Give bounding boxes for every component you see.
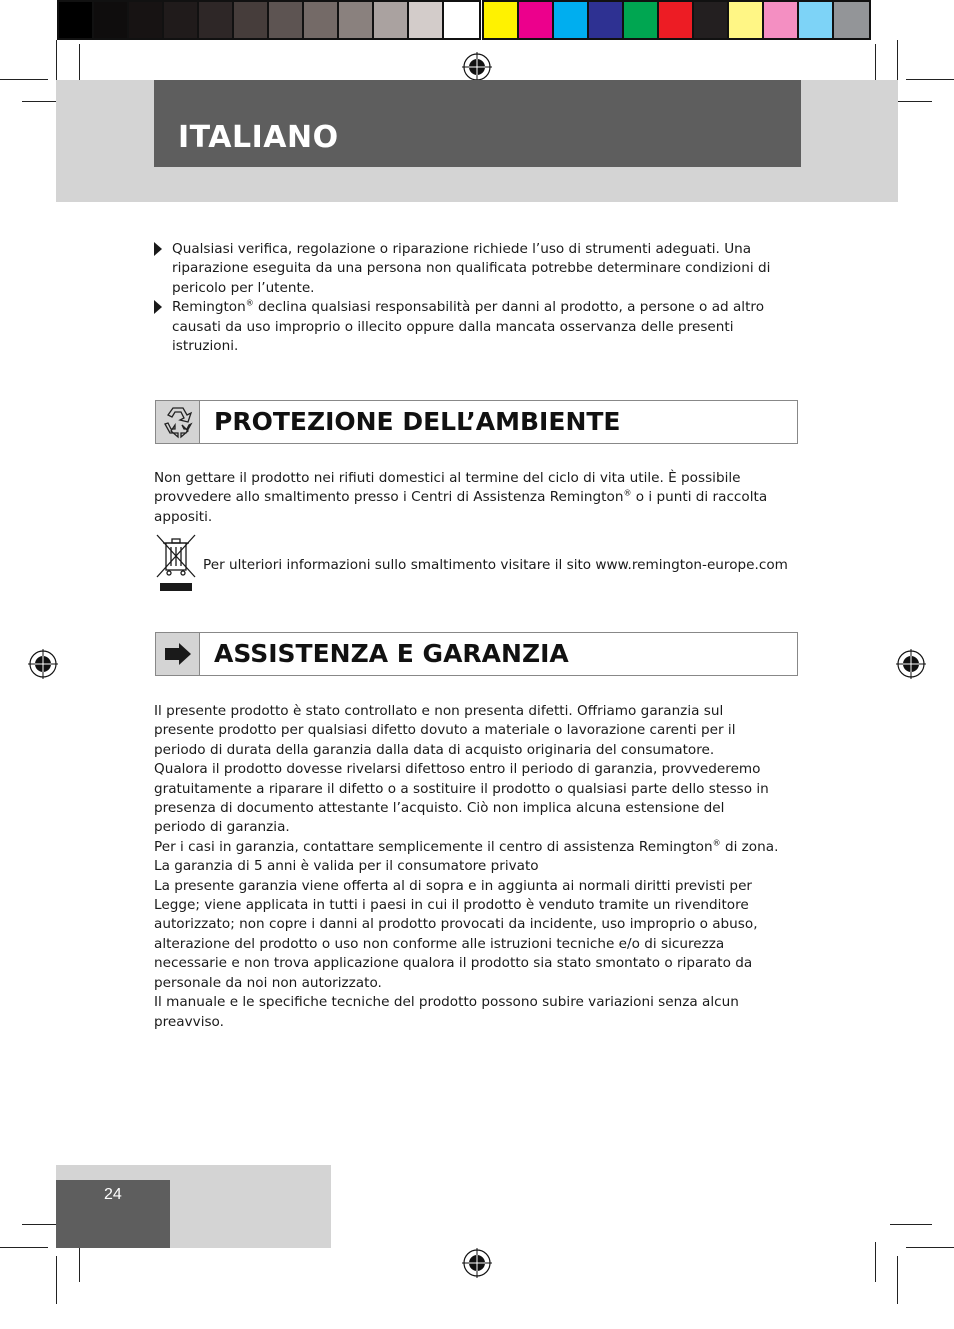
- color-swatch: [624, 2, 659, 38]
- registration-mark-icon: [462, 52, 492, 82]
- crop-mark: [875, 1242, 876, 1282]
- color-swatch: [59, 2, 94, 38]
- color-swatch: [409, 2, 444, 38]
- crop-mark: [79, 1242, 80, 1282]
- crop-mark: [56, 40, 57, 80]
- environment-section-heading: [155, 400, 798, 444]
- color-calibration-bar: [482, 0, 871, 40]
- color-swatch: [519, 2, 554, 38]
- registration-mark-icon: [896, 649, 926, 679]
- disposal-info: Per ulteriori informazioni sullo smaltimento visitare il sito www.remington-europe.com: [203, 557, 788, 573]
- color-swatch: [484, 2, 519, 38]
- paragraph-text: o i punti di raccolta appositi.: [154, 489, 768, 525]
- paragraph-text: Non gettare il prodotto nei rifiuti domestici al termine del ciclo di vita utile. È possibile provvedere allo smaltimento presso i Centri di Assistenza Remington: [154, 470, 741, 506]
- color-swatch: [659, 2, 694, 38]
- registration-mark-icon: [462, 1248, 492, 1278]
- paragraph-text: La presente garanzia viene offerta al di sopra e in aggiunta ai normali diritti previsti per Legge; viene applicata in tutti i paesi in cui il prodotto è venduto tramite un rivenditore autorizzato; non copre i danni al prodotto provocati da incidente, uso improprio o abuso, alterazione del prodotto o uso non conforme alle istruzioni tecniche e/o di sicurezza necessarie e non trova applicazione qualora il prodotto sia stato smontato o riparato da personale da noi non autorizzato.: [154, 877, 758, 991]
- paragraph-text: La garanzia di 5 anni è valida per il consumatore privato: [154, 858, 539, 875]
- bullet-triangle-icon: [154, 300, 162, 314]
- list-item: [154, 298, 794, 356]
- paragraph-text: di zona.: [720, 838, 779, 855]
- color-swatch: [764, 2, 799, 38]
- color-swatch: [304, 2, 339, 38]
- bullet-triangle-icon: [154, 242, 162, 256]
- color-swatch: [374, 2, 409, 38]
- color-swatch: [799, 2, 834, 38]
- crop-mark: [906, 79, 954, 80]
- color-swatch: [729, 2, 764, 38]
- bullet-text: declina qualsiasi responsabilità per danni al prodotto, a persone o ad altro causati da uso improprio o illecito oppure dalla mancata osservanza delle presenti istruzioni.: [172, 299, 765, 355]
- paragraph-text: Il manuale e le specifiche tecniche del prodotto possono subire variazioni senza alcun preavviso.: [154, 994, 739, 1030]
- crop-mark: [0, 79, 48, 80]
- crop-mark: [890, 1224, 932, 1225]
- list-item: [154, 240, 794, 298]
- crop-mark: [897, 1256, 898, 1304]
- arrow-right-icon: [156, 633, 200, 675]
- paragraph-text: Qualora il prodotto dovesse rivelarsi difettoso entro il periodo di garanzia, provvederemo gratuitamente a riparare il difetto o a sostituire il prodotto o qualsiasi parte dello stesso in presenza di documento attestante l’acquisto. Ciò non implica alcuna estensione del periodo di garanzia.: [154, 761, 769, 836]
- color-swatch: [694, 2, 729, 38]
- crop-mark: [897, 40, 898, 80]
- color-swatch: [234, 2, 269, 38]
- page-number: 24: [104, 1186, 122, 1203]
- recycle-icon: [156, 401, 200, 443]
- section-title: ASSISTENZA E GARANZIA: [214, 639, 569, 668]
- bullet-brand: Remington: [172, 299, 246, 316]
- registration-mark-icon: [28, 649, 58, 679]
- crop-mark: [56, 1256, 57, 1304]
- registered-mark: ®: [623, 488, 632, 498]
- bullet-text: Qualsiasi verifica, regolazione o riparazione richiede l’uso di strumenti adeguati. Una riparazione eseguita da una persona non qualificata potrebbe determinare condizioni di pericolo per l’utente.: [172, 241, 771, 296]
- paragraph-text: Per i casi in garanzia, contattare semplicemente il centro di assistenza Remington: [154, 838, 713, 855]
- warranty-paragraph: [154, 702, 779, 1032]
- environment-paragraph: [154, 469, 794, 527]
- color-swatch: [589, 2, 624, 38]
- safety-bullet-list: [154, 240, 794, 356]
- registered-mark: ®: [712, 838, 721, 848]
- color-swatch: [444, 2, 479, 38]
- registered-mark: ®: [245, 298, 254, 308]
- color-swatch: [129, 2, 164, 38]
- gray-calibration-bar: [57, 0, 481, 40]
- color-swatch: [269, 2, 304, 38]
- color-swatch: [199, 2, 234, 38]
- crop-mark: [906, 1247, 954, 1248]
- color-swatch: [834, 2, 869, 38]
- color-swatch: [164, 2, 199, 38]
- color-swatch: [94, 2, 129, 38]
- color-swatch: [554, 2, 589, 38]
- color-swatch: [339, 2, 374, 38]
- warranty-section-heading: [155, 632, 798, 676]
- page-title: ITALIANO: [178, 120, 339, 155]
- crossed-bin-icon: [155, 533, 197, 593]
- crop-mark: [0, 1247, 48, 1248]
- section-title: PROTEZIONE DELL’AMBIENTE: [214, 407, 621, 436]
- paragraph-text: Il presente prodotto è stato controllato e non presenta difetti. Offriamo garanzia sul presente prodotto per qualsiasi difetto dovuto a materiale o lavorazione carenti per il periodo di durata della garanzia dalla data di acquisto originaria del consumatore.: [154, 703, 736, 758]
